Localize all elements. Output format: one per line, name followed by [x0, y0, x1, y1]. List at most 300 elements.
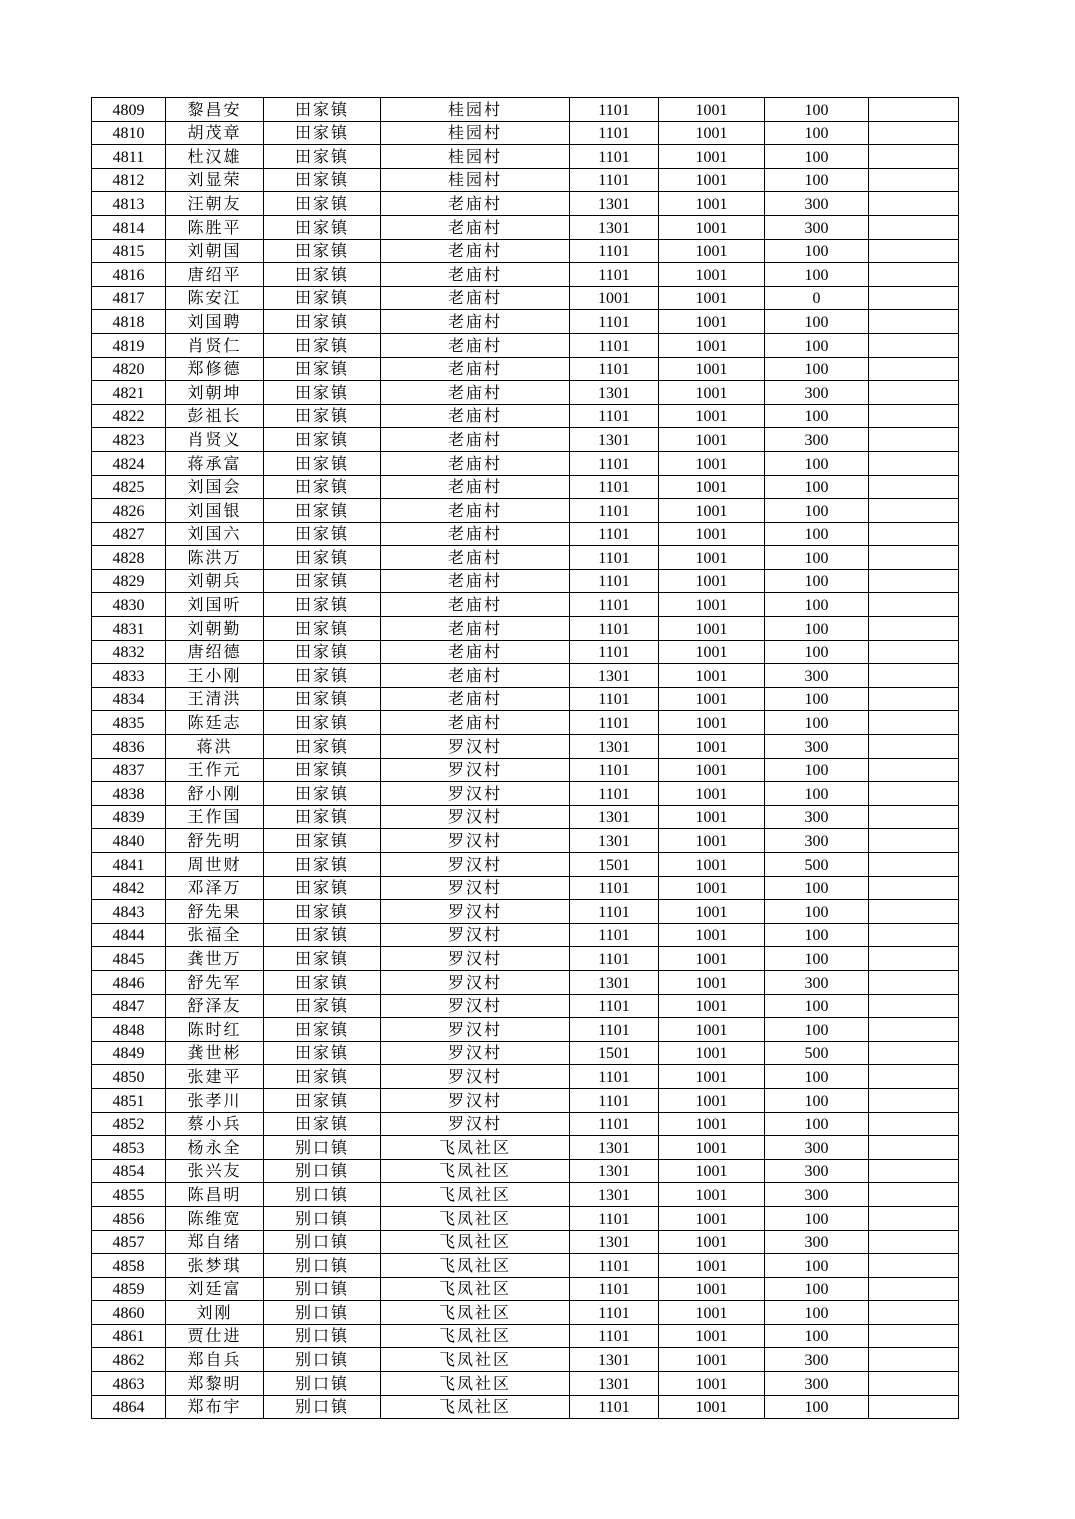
serial-cell: 4812 — [92, 168, 166, 192]
code-b-cell: 1001 — [659, 121, 765, 145]
serial-cell: 4844 — [92, 923, 166, 947]
table-body — [92, 98, 959, 1419]
code-b-cell: 1001 — [659, 758, 765, 782]
village-cell: 老庙村 — [381, 617, 570, 641]
table-row — [92, 711, 959, 735]
village-cell: 罗汉村 — [381, 853, 570, 877]
code-a-cell: 1101 — [570, 1065, 659, 1089]
village-cell: 罗汉村 — [381, 1065, 570, 1089]
town-cell: 田家镇 — [264, 499, 381, 523]
remark-cell — [869, 1254, 959, 1278]
remark-cell — [869, 1065, 959, 1089]
village-cell: 罗汉村 — [381, 970, 570, 994]
remark-cell — [869, 1348, 959, 1372]
code-a-cell: 1101 — [570, 640, 659, 664]
town-cell: 田家镇 — [264, 310, 381, 334]
serial-cell: 4832 — [92, 640, 166, 664]
village-cell: 老庙村 — [381, 357, 570, 381]
code-a-cell: 1101 — [570, 593, 659, 617]
table-row — [92, 310, 959, 334]
table-row — [92, 1065, 959, 1089]
amount-cell: 300 — [765, 192, 869, 216]
amount-cell: 100 — [765, 617, 869, 641]
village-cell: 飞凤社区 — [381, 1183, 570, 1207]
remark-cell — [869, 829, 959, 853]
town-cell: 田家镇 — [264, 286, 381, 310]
village-cell: 老庙村 — [381, 381, 570, 405]
code-a-cell: 1101 — [570, 782, 659, 806]
village-cell: 老庙村 — [381, 499, 570, 523]
code-a-cell: 1301 — [570, 1159, 659, 1183]
village-cell: 罗汉村 — [381, 805, 570, 829]
code-b-cell: 1001 — [659, 1254, 765, 1278]
amount-cell: 300 — [765, 1230, 869, 1254]
table-row — [92, 263, 959, 287]
code-b-cell: 1001 — [659, 1183, 765, 1207]
remark-cell — [869, 900, 959, 924]
table-row — [92, 569, 959, 593]
name-cell: 龚世彬 — [166, 1041, 264, 1065]
serial-cell: 4845 — [92, 947, 166, 971]
code-b-cell: 1001 — [659, 1348, 765, 1372]
serial-cell: 4814 — [92, 215, 166, 239]
code-b-cell: 1001 — [659, 687, 765, 711]
name-cell: 汪朝友 — [166, 192, 264, 216]
serial-cell: 4819 — [92, 333, 166, 357]
name-cell: 邓泽万 — [166, 876, 264, 900]
code-b-cell: 1001 — [659, 782, 765, 806]
village-cell: 罗汉村 — [381, 758, 570, 782]
table-row — [92, 853, 959, 877]
code-b-cell: 1001 — [659, 805, 765, 829]
code-b-cell: 1001 — [659, 499, 765, 523]
name-cell: 郑黎明 — [166, 1372, 264, 1396]
code-b-cell: 1001 — [659, 853, 765, 877]
remark-cell — [869, 499, 959, 523]
amount-cell: 100 — [765, 947, 869, 971]
village-cell: 老庙村 — [381, 593, 570, 617]
village-cell: 桂园村 — [381, 121, 570, 145]
town-cell: 别口镇 — [264, 1183, 381, 1207]
code-b-cell: 1001 — [659, 381, 765, 405]
code-a-cell: 1001 — [570, 286, 659, 310]
village-cell: 老庙村 — [381, 640, 570, 664]
town-cell: 别口镇 — [264, 1230, 381, 1254]
amount-cell: 100 — [765, 499, 869, 523]
village-cell: 老庙村 — [381, 687, 570, 711]
serial-cell: 4862 — [92, 1348, 166, 1372]
remark-cell — [869, 758, 959, 782]
amount-cell: 100 — [765, 994, 869, 1018]
town-cell: 田家镇 — [264, 1018, 381, 1042]
amount-cell: 100 — [765, 1254, 869, 1278]
amount-cell: 100 — [765, 1301, 869, 1325]
remark-cell — [869, 145, 959, 169]
code-b-cell: 1001 — [659, 1065, 765, 1089]
table-row — [92, 215, 959, 239]
code-a-cell: 1301 — [570, 1183, 659, 1207]
code-a-cell: 1101 — [570, 475, 659, 499]
town-cell: 田家镇 — [264, 263, 381, 287]
town-cell: 田家镇 — [264, 121, 381, 145]
table-row — [92, 522, 959, 546]
code-a-cell: 1501 — [570, 853, 659, 877]
serial-cell: 4834 — [92, 687, 166, 711]
town-cell: 田家镇 — [264, 215, 381, 239]
serial-cell: 4809 — [92, 98, 166, 122]
town-cell: 田家镇 — [264, 428, 381, 452]
village-cell: 罗汉村 — [381, 947, 570, 971]
village-cell: 罗汉村 — [381, 1088, 570, 1112]
town-cell: 田家镇 — [264, 593, 381, 617]
serial-cell: 4842 — [92, 876, 166, 900]
remark-cell — [869, 876, 959, 900]
amount-cell: 100 — [765, 711, 869, 735]
code-a-cell: 1301 — [570, 735, 659, 759]
serial-cell: 4813 — [92, 192, 166, 216]
amount-cell: 300 — [765, 970, 869, 994]
remark-cell — [869, 168, 959, 192]
serial-cell: 4852 — [92, 1112, 166, 1136]
remark-cell — [869, 735, 959, 759]
serial-cell: 4854 — [92, 1159, 166, 1183]
table-row — [92, 900, 959, 924]
name-cell: 杨永全 — [166, 1136, 264, 1160]
town-cell: 田家镇 — [264, 829, 381, 853]
code-b-cell: 1001 — [659, 428, 765, 452]
village-cell: 老庙村 — [381, 239, 570, 263]
code-a-cell: 1101 — [570, 310, 659, 334]
amount-cell: 100 — [765, 357, 869, 381]
village-cell: 飞凤社区 — [381, 1230, 570, 1254]
table-row — [92, 98, 959, 122]
name-cell: 黎昌安 — [166, 98, 264, 122]
remark-cell — [869, 546, 959, 570]
table-row — [92, 1018, 959, 1042]
serial-cell: 4820 — [92, 357, 166, 381]
serial-cell: 4857 — [92, 1230, 166, 1254]
town-cell: 田家镇 — [264, 617, 381, 641]
amount-cell: 100 — [765, 263, 869, 287]
code-b-cell: 1001 — [659, 168, 765, 192]
amount-cell: 100 — [765, 1112, 869, 1136]
code-b-cell: 1001 — [659, 475, 765, 499]
table-row — [92, 168, 959, 192]
serial-cell: 4856 — [92, 1206, 166, 1230]
code-a-cell: 1301 — [570, 1348, 659, 1372]
village-cell: 飞凤社区 — [381, 1395, 570, 1419]
amount-cell: 100 — [765, 923, 869, 947]
code-b-cell: 1001 — [659, 98, 765, 122]
village-cell: 老庙村 — [381, 428, 570, 452]
code-b-cell: 1001 — [659, 263, 765, 287]
code-b-cell: 1001 — [659, 569, 765, 593]
name-cell: 陈廷志 — [166, 711, 264, 735]
code-b-cell: 1001 — [659, 333, 765, 357]
table-row — [92, 970, 959, 994]
town-cell: 田家镇 — [264, 947, 381, 971]
code-a-cell: 1101 — [570, 1206, 659, 1230]
remark-cell — [869, 1018, 959, 1042]
village-cell: 老庙村 — [381, 286, 570, 310]
village-cell: 老庙村 — [381, 451, 570, 475]
name-cell: 陈维宽 — [166, 1206, 264, 1230]
remark-cell — [869, 1324, 959, 1348]
serial-cell: 4864 — [92, 1395, 166, 1419]
amount-cell: 300 — [765, 829, 869, 853]
name-cell: 刘朝兵 — [166, 569, 264, 593]
name-cell: 贾仕进 — [166, 1324, 264, 1348]
table-row — [92, 145, 959, 169]
code-a-cell: 1301 — [570, 1136, 659, 1160]
amount-cell: 100 — [765, 900, 869, 924]
town-cell: 田家镇 — [264, 522, 381, 546]
serial-cell: 4810 — [92, 121, 166, 145]
code-a-cell: 1101 — [570, 687, 659, 711]
code-b-cell: 1001 — [659, 617, 765, 641]
code-a-cell: 1101 — [570, 333, 659, 357]
table-row — [92, 1183, 959, 1207]
code-b-cell: 1001 — [659, 451, 765, 475]
amount-cell: 100 — [765, 98, 869, 122]
code-b-cell: 1001 — [659, 1301, 765, 1325]
town-cell: 田家镇 — [264, 640, 381, 664]
data-table — [91, 97, 959, 1419]
code-b-cell: 1001 — [659, 192, 765, 216]
remark-cell — [869, 711, 959, 735]
code-a-cell: 1101 — [570, 1395, 659, 1419]
code-b-cell: 1001 — [659, 923, 765, 947]
code-a-cell: 1101 — [570, 617, 659, 641]
code-a-cell: 1101 — [570, 522, 659, 546]
code-b-cell: 1001 — [659, 1372, 765, 1396]
remark-cell — [869, 192, 959, 216]
code-a-cell: 1101 — [570, 1301, 659, 1325]
town-cell: 别口镇 — [264, 1395, 381, 1419]
serial-cell: 4822 — [92, 404, 166, 428]
serial-cell: 4835 — [92, 711, 166, 735]
name-cell: 刘显荣 — [166, 168, 264, 192]
serial-cell: 4827 — [92, 522, 166, 546]
table-row — [92, 546, 959, 570]
amount-cell: 300 — [765, 215, 869, 239]
remark-cell — [869, 640, 959, 664]
name-cell: 陈安江 — [166, 286, 264, 310]
remark-cell — [869, 121, 959, 145]
remark-cell — [869, 569, 959, 593]
serial-cell: 4843 — [92, 900, 166, 924]
village-cell: 老庙村 — [381, 192, 570, 216]
table-row — [92, 1112, 959, 1136]
name-cell: 周世财 — [166, 853, 264, 877]
town-cell: 田家镇 — [264, 711, 381, 735]
remark-cell — [869, 333, 959, 357]
code-a-cell: 1101 — [570, 499, 659, 523]
table-row — [92, 1277, 959, 1301]
village-cell: 飞凤社区 — [381, 1277, 570, 1301]
town-cell: 田家镇 — [264, 735, 381, 759]
serial-cell: 4850 — [92, 1065, 166, 1089]
remark-cell — [869, 805, 959, 829]
amount-cell: 100 — [765, 121, 869, 145]
remark-cell — [869, 1230, 959, 1254]
amount-cell: 100 — [765, 404, 869, 428]
table-row — [92, 617, 959, 641]
code-a-cell: 1101 — [570, 1112, 659, 1136]
code-a-cell: 1301 — [570, 805, 659, 829]
name-cell: 唐绍德 — [166, 640, 264, 664]
table-row — [92, 923, 959, 947]
code-a-cell: 1301 — [570, 192, 659, 216]
amount-cell: 300 — [765, 381, 869, 405]
town-cell: 田家镇 — [264, 758, 381, 782]
village-cell: 罗汉村 — [381, 994, 570, 1018]
serial-cell: 4815 — [92, 239, 166, 263]
name-cell: 蒋洪 — [166, 735, 264, 759]
village-cell: 罗汉村 — [381, 735, 570, 759]
town-cell: 田家镇 — [264, 239, 381, 263]
village-cell: 老庙村 — [381, 711, 570, 735]
serial-cell: 4829 — [92, 569, 166, 593]
remark-cell — [869, 853, 959, 877]
name-cell: 陈胜平 — [166, 215, 264, 239]
name-cell: 蔡小兵 — [166, 1112, 264, 1136]
table-row — [92, 1136, 959, 1160]
code-b-cell: 1001 — [659, 1159, 765, 1183]
town-cell: 田家镇 — [264, 687, 381, 711]
table-row — [92, 428, 959, 452]
serial-cell: 4837 — [92, 758, 166, 782]
village-cell: 罗汉村 — [381, 900, 570, 924]
code-b-cell: 1001 — [659, 310, 765, 334]
serial-cell: 4824 — [92, 451, 166, 475]
town-cell: 田家镇 — [264, 404, 381, 428]
name-cell: 张孝川 — [166, 1088, 264, 1112]
serial-cell: 4828 — [92, 546, 166, 570]
code-a-cell: 1101 — [570, 404, 659, 428]
village-cell: 桂园村 — [381, 98, 570, 122]
name-cell: 肖贤仁 — [166, 333, 264, 357]
name-cell: 刘廷富 — [166, 1277, 264, 1301]
code-b-cell: 1001 — [659, 593, 765, 617]
name-cell: 舒小刚 — [166, 782, 264, 806]
name-cell: 张梦琪 — [166, 1254, 264, 1278]
amount-cell: 100 — [765, 1277, 869, 1301]
table-row — [92, 404, 959, 428]
remark-cell — [869, 947, 959, 971]
code-a-cell: 1301 — [570, 1372, 659, 1396]
town-cell: 田家镇 — [264, 805, 381, 829]
remark-cell — [869, 1206, 959, 1230]
town-cell: 田家镇 — [264, 145, 381, 169]
amount-cell: 100 — [765, 168, 869, 192]
name-cell: 张兴友 — [166, 1159, 264, 1183]
town-cell: 田家镇 — [264, 664, 381, 688]
serial-cell: 4840 — [92, 829, 166, 853]
remark-cell — [869, 215, 959, 239]
remark-cell — [869, 239, 959, 263]
remark-cell — [869, 1041, 959, 1065]
code-b-cell: 1001 — [659, 145, 765, 169]
town-cell: 别口镇 — [264, 1348, 381, 1372]
serial-cell: 4863 — [92, 1372, 166, 1396]
remark-cell — [869, 994, 959, 1018]
code-a-cell: 1101 — [570, 357, 659, 381]
amount-cell: 100 — [765, 1065, 869, 1089]
remark-cell — [869, 1112, 959, 1136]
table-row — [92, 829, 959, 853]
village-cell: 老庙村 — [381, 310, 570, 334]
name-cell: 唐绍平 — [166, 263, 264, 287]
serial-cell: 4848 — [92, 1018, 166, 1042]
amount-cell: 300 — [765, 735, 869, 759]
table-row — [92, 1348, 959, 1372]
serial-cell: 4858 — [92, 1254, 166, 1278]
code-b-cell: 1001 — [659, 994, 765, 1018]
village-cell: 老庙村 — [381, 664, 570, 688]
remark-cell — [869, 970, 959, 994]
code-a-cell: 1101 — [570, 121, 659, 145]
remark-cell — [869, 263, 959, 287]
remark-cell — [869, 782, 959, 806]
code-b-cell: 1001 — [659, 1041, 765, 1065]
table-row — [92, 381, 959, 405]
amount-cell: 300 — [765, 1183, 869, 1207]
town-cell: 田家镇 — [264, 569, 381, 593]
amount-cell: 300 — [765, 1348, 869, 1372]
code-a-cell: 1101 — [570, 451, 659, 475]
code-b-cell: 1001 — [659, 640, 765, 664]
table-row — [92, 758, 959, 782]
table-row — [92, 664, 959, 688]
serial-cell: 4818 — [92, 310, 166, 334]
remark-cell — [869, 428, 959, 452]
town-cell: 别口镇 — [264, 1206, 381, 1230]
table-row — [92, 782, 959, 806]
code-b-cell: 1001 — [659, 735, 765, 759]
code-a-cell: 1301 — [570, 381, 659, 405]
serial-cell: 4846 — [92, 970, 166, 994]
remark-cell — [869, 357, 959, 381]
town-cell: 别口镇 — [264, 1324, 381, 1348]
serial-cell: 4851 — [92, 1088, 166, 1112]
village-cell: 飞凤社区 — [381, 1254, 570, 1278]
remark-cell — [869, 1159, 959, 1183]
name-cell: 张福全 — [166, 923, 264, 947]
name-cell: 刘国六 — [166, 522, 264, 546]
amount-cell: 100 — [765, 1395, 869, 1419]
table-row — [92, 994, 959, 1018]
amount-cell: 500 — [765, 1041, 869, 1065]
serial-cell: 4855 — [92, 1183, 166, 1207]
amount-cell: 100 — [765, 333, 869, 357]
village-cell: 老庙村 — [381, 215, 570, 239]
name-cell: 陈洪万 — [166, 546, 264, 570]
amount-cell: 100 — [765, 239, 869, 263]
amount-cell: 100 — [765, 451, 869, 475]
name-cell: 陈昌明 — [166, 1183, 264, 1207]
table-row — [92, 640, 959, 664]
village-cell: 罗汉村 — [381, 1041, 570, 1065]
amount-cell: 300 — [765, 1136, 869, 1160]
village-cell: 罗汉村 — [381, 1112, 570, 1136]
village-cell: 老庙村 — [381, 475, 570, 499]
table-row — [92, 1395, 959, 1419]
remark-cell — [869, 1395, 959, 1419]
name-cell: 蒋承富 — [166, 451, 264, 475]
village-cell: 罗汉村 — [381, 923, 570, 947]
remark-cell — [869, 593, 959, 617]
